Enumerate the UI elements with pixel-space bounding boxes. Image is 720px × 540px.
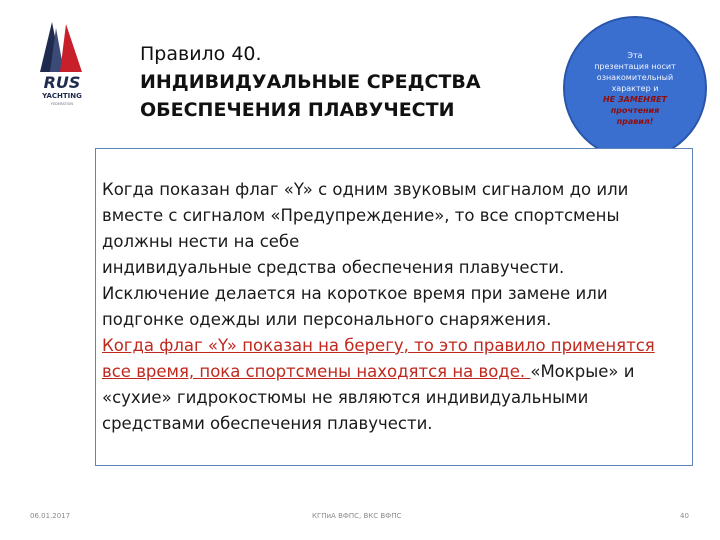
body-line-mixed [102, 359, 684, 385]
title-rule-number: Правило 40. [140, 43, 262, 65]
logo-tag: FEDERATION [50, 102, 74, 106]
body-line: «сухие» гидрокостюмы не являются индивидуальными [102, 388, 589, 407]
slide-title [140, 40, 560, 124]
logo-brand: RUS [43, 73, 81, 92]
footer-page-number: 40 [680, 512, 689, 520]
footer-date: 06.01.2017 [30, 512, 71, 520]
body-line: средствами обеспечения плавучести. [102, 414, 433, 433]
title-line-2: ИНДИВИДУАЛЬНЫЕ СРЕДСТВА [140, 71, 481, 93]
body-line: Когда показан флаг «Y» с одним звуковым сигналом до или [102, 180, 629, 199]
sail-red [60, 24, 82, 72]
body-line-red [102, 333, 684, 359]
note-line-4: характер и [611, 83, 659, 93]
body-line: подгонке одежды или персонального снаряжения. [102, 310, 552, 329]
note-line-1: Эта [627, 50, 643, 60]
body-line: индивидуальные средства обеспечения плавучести. [102, 258, 565, 277]
logo-sub: YACHTING [42, 92, 82, 100]
body-line: вместе с сигналом «Предупреждение», то все спортсмены [102, 206, 620, 225]
red-text-2: все время, пока спортсмены находятся на воде. [102, 362, 531, 381]
rule-text-box [95, 148, 693, 466]
note-line-3: ознакомительный [596, 72, 674, 82]
body-line: Исключение делается на короткое время при замене или [102, 284, 608, 303]
rus-yachting-logo [22, 18, 102, 108]
tail-text: «Мокрые» и [530, 362, 635, 381]
disclaimer-circle [563, 16, 707, 160]
note-line-2: презентация носит [594, 61, 676, 71]
note-line-6: правил! [616, 116, 654, 126]
title-line-3: ОБЕСПЕЧЕНИЯ ПЛАВУЧЕСТИ [140, 99, 455, 121]
footer-org: КГПиА ВФПС, ВКС ВФПС [312, 512, 402, 520]
rule-text [102, 177, 684, 437]
note-line-5: НЕ ЗАМЕНЯЕТ прочтения [602, 94, 668, 115]
body-line: должны нести на себе [102, 232, 300, 251]
red-text-1: Когда флаг «Y» показан на берегу, то это правило применятся [102, 336, 655, 355]
